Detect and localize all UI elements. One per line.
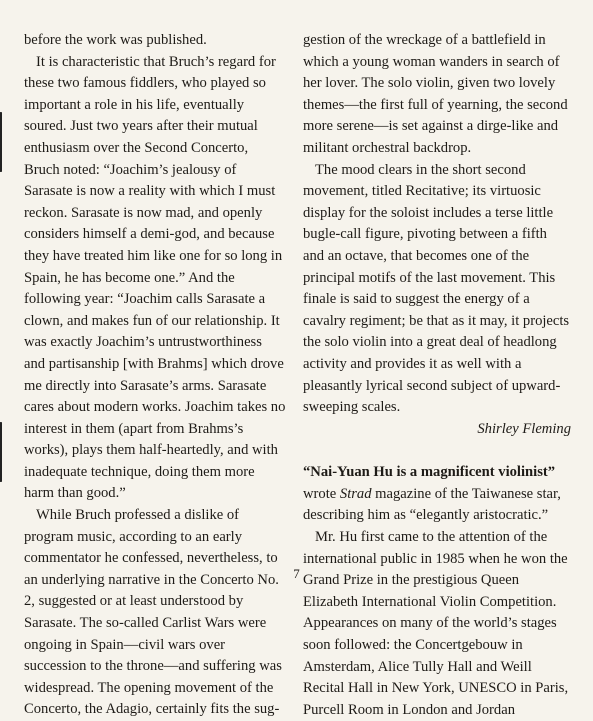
left-column: [24, 30, 286, 721]
paragraph: gestion of the wreckage of a battlefield in which a young woman wanders in search of her lover. The solo violin, given two lovely themes—the first full of yearning, the second more serene—is set against a dirge-like and militant orchestral backdrop.: [303, 32, 568, 156]
paragraph: [303, 462, 571, 527]
binding-curve: [0, 422, 12, 482]
page-number: 7: [293, 566, 300, 581]
paragraph: It is characteristic that Bruch’s regard for these two famous fiddlers, who played so important a role in his life, eventually soured. Just two years after their mutual enthusiasm over the Second Concerto, Bruch noted: “Joachim’s jealousy of Sarasate is now a reality with which I must reckon. Sarasate is now mad, and openly considers himself a demi-god, and because they have treated him like one for so long in Spain, he has become one.” And the following year: “Joachim calls Sarasate a clown, and makes fun of our relationship. It was exactly Joachim’s untrustworthiness and partisanship [with Brahms] which drove me directly into Sarasate’s arms. Sarasate cares about modern works. Joachim takes no interest in them (apart from Brahms’s works), plays them half-heartedly, and with inadequate technique, doing them more harm than good.”: [24, 53, 286, 502]
right-column: [303, 30, 571, 721]
author-signature: Shirley Fleming: [477, 420, 571, 437]
binding-curve: [0, 112, 12, 172]
paragraph: While Bruch professed a dislike of program music, according to an early commentator he confessed, nevertheless, to an underlying narrative in the Concerto No. 2, suggested or at least understood by Sarasate. The so-called Carlist Wars were ongoing in Spain—civil wars over succession to the throne—and suffering was widespread. The opening movement of the Concerto, the Adagio, certainly fits the sug-: [24, 507, 282, 718]
text-span: wrote: [303, 485, 340, 502]
publication-name: Strad: [339, 485, 372, 502]
text-span: magazine of the Taiwanese star, describing him as “elegantly aristocratic.”: [303, 485, 561, 524]
paragraph: Mr. Hu first came to the attention of the international public in 1985 when he won the Grand Prize in the prestigious Queen Elizabeth International Violin Competition. Appearances on many of the world’s stages soon followed: the Concertgebouw in Amsterdam, Alice Tully Hall and Weill Recital Hall in New York, UNESCO in Paris, Purcell Room in London and Jordan: [303, 529, 569, 718]
paragraph: The mood clears in the short second movement, titled Recitative; its virtuosic display for the soloist includes a terse little bugle-call figure, pivoting between a fifth and an octave, that becomes one of the principal motifs of the last movement. This finale is said to suggest the energy of a cavalry regiment; be that as it may, it projects the solo violin into a great deal of headlong activity and provides it as well with a pleasantly lyrical second subject of upward-sweeping scales.: [303, 161, 570, 416]
section-gap: [303, 440, 571, 462]
paragraph: before the work was published.: [24, 32, 207, 48]
pull-quote: “Nai-Yuan Hu is a magnificent violinist”: [303, 464, 556, 481]
